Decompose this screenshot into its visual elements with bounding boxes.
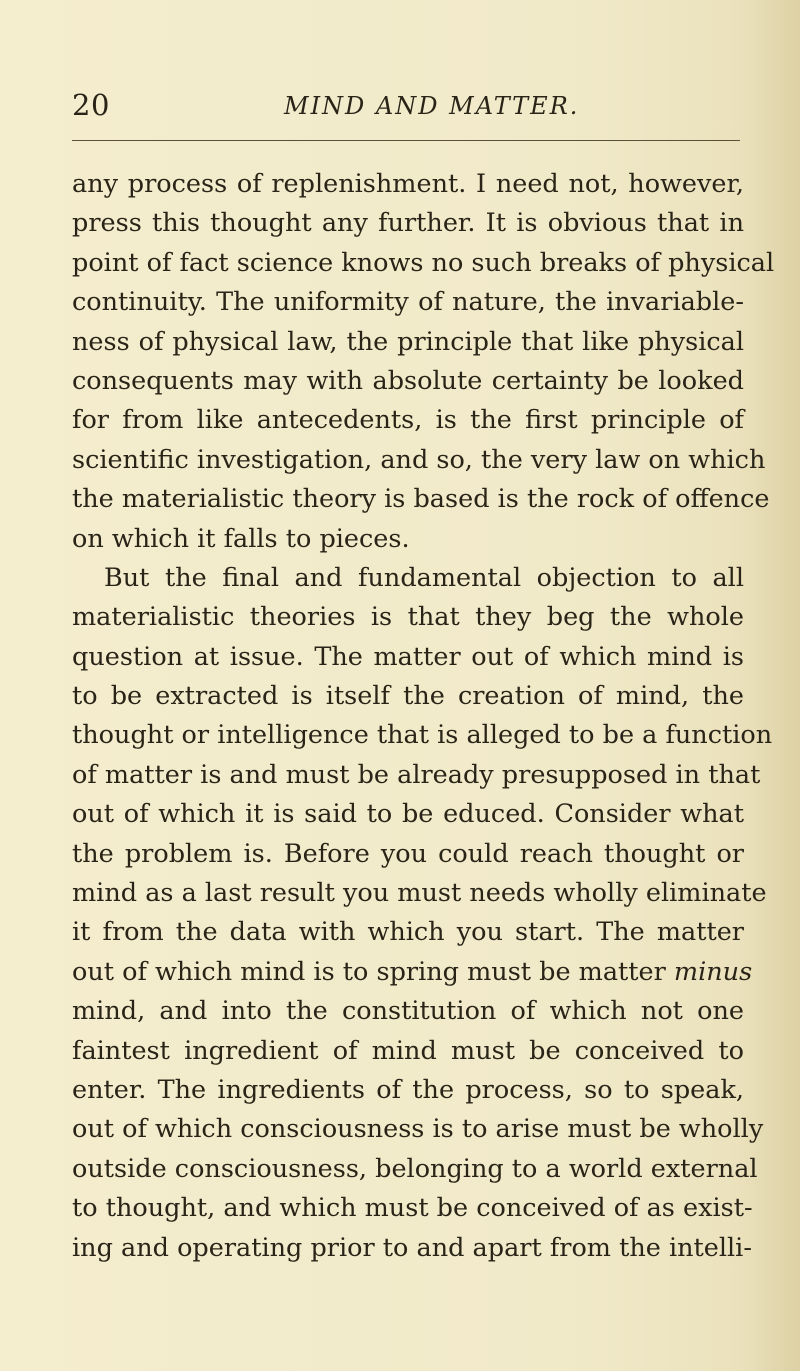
text-line: continuity. The uniformity of nature, the invariable-: [72, 287, 744, 318]
text-line: on which it falls to pieces.: [72, 523, 410, 554]
text-line: consequents may with absolute certainty be looked: [72, 365, 744, 396]
text-line: any process of replenishment. I need not, however,: [72, 169, 744, 199]
text-line: the problem is. Before you could reach thought or: [72, 838, 744, 869]
text-line: ness of physical law, the principle that like physical: [72, 326, 744, 357]
text-line: enter. The ingredients of the process, so to speak,: [72, 1074, 744, 1105]
text-line: materialistic theories is that they beg the whole: [72, 602, 744, 633]
text-line: mind as a last result you must needs wholly eliminate: [72, 878, 767, 909]
body-text: [72, 165, 775, 1268]
text-line: ing and operating prior to and apart from the intelli-: [72, 1232, 752, 1263]
text-line: of matter is and must be already presupposed in that: [72, 759, 761, 790]
italic-word: minus: [673, 956, 753, 987]
text-line-part: out of which mind is to spring must be matter: [72, 956, 666, 987]
text-line: to thought, and which must be conceived of as exist-: [72, 1193, 753, 1224]
text-line: scientific investigation, and so, the very law on which: [72, 444, 766, 475]
text-line: to be extracted is itself the creation of mind, the: [72, 681, 744, 712]
header-rule: [72, 140, 740, 141]
text-line: [72, 953, 753, 992]
text-line: it from the data with which you start. The matter: [72, 917, 744, 948]
text-line: point of fact science knows no such breaks of physical: [72, 247, 775, 278]
text-line: faintest ingredient of mind must be conceived to: [72, 1035, 744, 1066]
text-line: mind, and into the constitution of which not one: [72, 996, 744, 1027]
text-line: out of which it is said to be educed. Consider what: [72, 799, 744, 830]
text-line: out of which consciousness is to arise must be wholly: [72, 1114, 764, 1145]
text-line: outside consciousness, belonging to a world external: [72, 1153, 758, 1184]
text-line: press this thought any further. It is obvious that in: [72, 208, 744, 239]
page-number: 20: [72, 88, 110, 122]
text-line: question at issue. The matter out of which mind is: [72, 641, 744, 672]
running-title: MIND AND MATTER.: [284, 92, 580, 120]
text-line: for from like antecedents, is the first principle of: [72, 405, 744, 436]
text-line: But the final and fundamental objection to all: [104, 562, 744, 593]
text-line: the materialistic theory is based is the rock of offence: [72, 484, 770, 515]
text-line: thought or intelligence that is alleged to be a function: [72, 720, 773, 751]
